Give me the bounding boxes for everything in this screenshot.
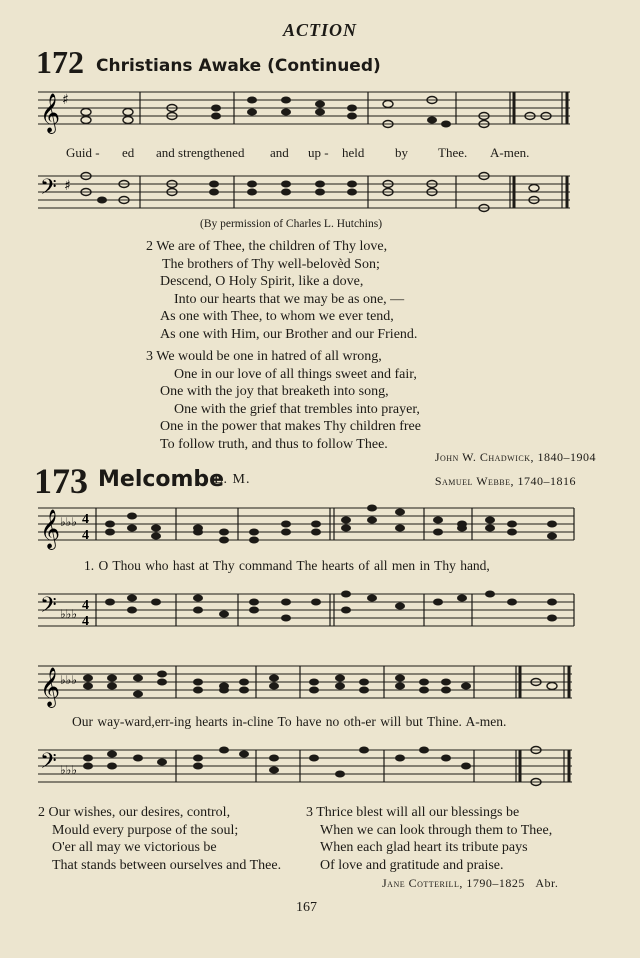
verse-line: One with the joy that breaketh into song, [160,384,389,399]
staff-lines [38,594,574,626]
hymn-173-composer: Samuel Webbe, 1740–1816 [434,474,576,488]
hymn-173-lyrics-line-1: 1. O Thou who hast at Thy command The hearts of all men in Thy hand, [84,558,490,573]
notes [105,591,557,622]
hymn-173-author [382,876,558,891]
staff-lines [38,176,570,208]
time-signature: 4 [82,614,89,629]
verse-line: When each glad heart its tribute pays [320,840,528,855]
verse-number: 3 [146,349,153,364]
notes [83,671,557,698]
verse-line: One in the power that makes Thy children free [160,419,421,434]
staff-lines [38,508,574,540]
verse-number: 2 [146,239,153,254]
verse-line: Of love and gratitude and praise. [320,857,504,873]
hymn-172-bass-staff [38,172,578,214]
hymn-173-title: Melcombe [98,467,225,492]
hymn-173-number: 173 [34,461,88,501]
verse-line: Mould every purpose of the soul; [52,822,239,838]
hymn-172-lyric-5: up - [308,145,329,160]
verse-line: One with the grief that trembles into prayer, [174,401,420,417]
hymn-172-author: John W. Chadwick, 1840–1904 [434,450,596,464]
hymn-172-lyric-9: A-men. [490,145,530,160]
hymn-173-bass-staff-1 [38,590,578,632]
time-signature: 4 [82,598,89,613]
hymn-173-verse-2 [38,804,281,874]
flat-icon: ♭♭♭ [60,763,77,777]
hymn-172-title: Christians Awake (Continued) [96,56,381,76]
verse-line: That stands between ourselves and Thee. [52,857,282,873]
flat-icon: ♭♭♭ [60,673,77,687]
verse-line: Descend, O Holy Spirit, like a dove, [160,274,364,289]
time-signature: 4 [82,512,89,527]
staff-lines [38,750,572,782]
flat-icon: ♭♭♭ [60,607,77,621]
staff-lines [38,92,570,124]
verse-line: We are of Thee, the children of Thy love, [156,239,388,254]
hymn-172-lyric-7: by [395,145,408,160]
hymn-172-verse-2 [146,238,417,343]
verse-line: We would be one in hatred of all wrong, [156,349,382,364]
hymn-172-lyric-1: Guid - [66,145,100,160]
treble-clef-icon: 𝄞 [40,667,61,707]
hymn-172-lyric-2: ed [122,145,135,160]
staff-lines [38,666,572,698]
verse-line: The brothers of Thy well-belovèd Son; [162,256,380,272]
author-note: Abr. [535,876,559,890]
author-name: Jane Cotterill, 1790–1825 [382,876,525,890]
sharp-icon: ♯ [62,92,69,108]
hymn-172-lyric-6: held [342,145,365,160]
verse-line: Into our hearts that we may be as one, — [174,291,405,307]
verse-line: To follow truth, and thus to follow Thee. [160,436,388,452]
hymn-172-permission: (By permission of Charles L. Hutchins) [200,218,383,230]
flat-icon: ♭♭♭ [60,515,77,529]
verse-line: Our wishes, our desires, control, [48,805,231,820]
treble-clef-icon: 𝄞 [40,93,61,133]
verse-line: One in our love of all things sweet and fair, [174,366,417,382]
hymn-173-bass-staff-2 [38,746,578,788]
verse-line: As one with Thee, to whom we ever tend, [160,309,394,324]
sharp-icon: ♯ [64,178,71,194]
time-signature: 4 [82,528,89,543]
hymn-173-treble-staff-2 [38,662,578,707]
hymn-173-lyrics-line-2: Our way-ward,err-ing hearts in-cline To have no oth-er will but Thine. A-men. [72,714,507,729]
verse-line: As one with Him, our Brother and our Friend. [160,326,418,342]
notes [81,97,551,128]
verse-line: O'er all may we victorious be [52,840,217,855]
hymn-172-verse-3 [146,348,421,453]
hymn-172-lyric-3: and strengthened [156,145,245,160]
hymn-173-verse-3 [306,804,552,874]
verse-number: 3 [306,805,313,820]
bass-clef-icon: 𝄢 [40,749,57,779]
hymn-172-treble-staff [38,88,578,133]
section-title: ACTION [282,20,357,40]
verse-number: 2 [38,805,45,820]
hymn-172-lyric-4: and [270,145,289,160]
bass-clef-icon: 𝄢 [40,593,57,623]
hymn-172-number: 172 [36,44,84,80]
treble-clef-icon: 𝄞 [40,509,61,549]
hymn-173-treble-staff-1 [38,504,578,549]
verse-line: Thrice blest will all our blessings be [316,805,520,820]
verse-line: When we can look through them to Thee, [320,822,553,838]
hymn-173-meter: L. M. [214,472,251,487]
hymn-172-lyric-8: Thee. [438,145,468,160]
page-number: 167 [296,900,317,915]
bass-clef-icon: 𝄢 [40,175,57,205]
